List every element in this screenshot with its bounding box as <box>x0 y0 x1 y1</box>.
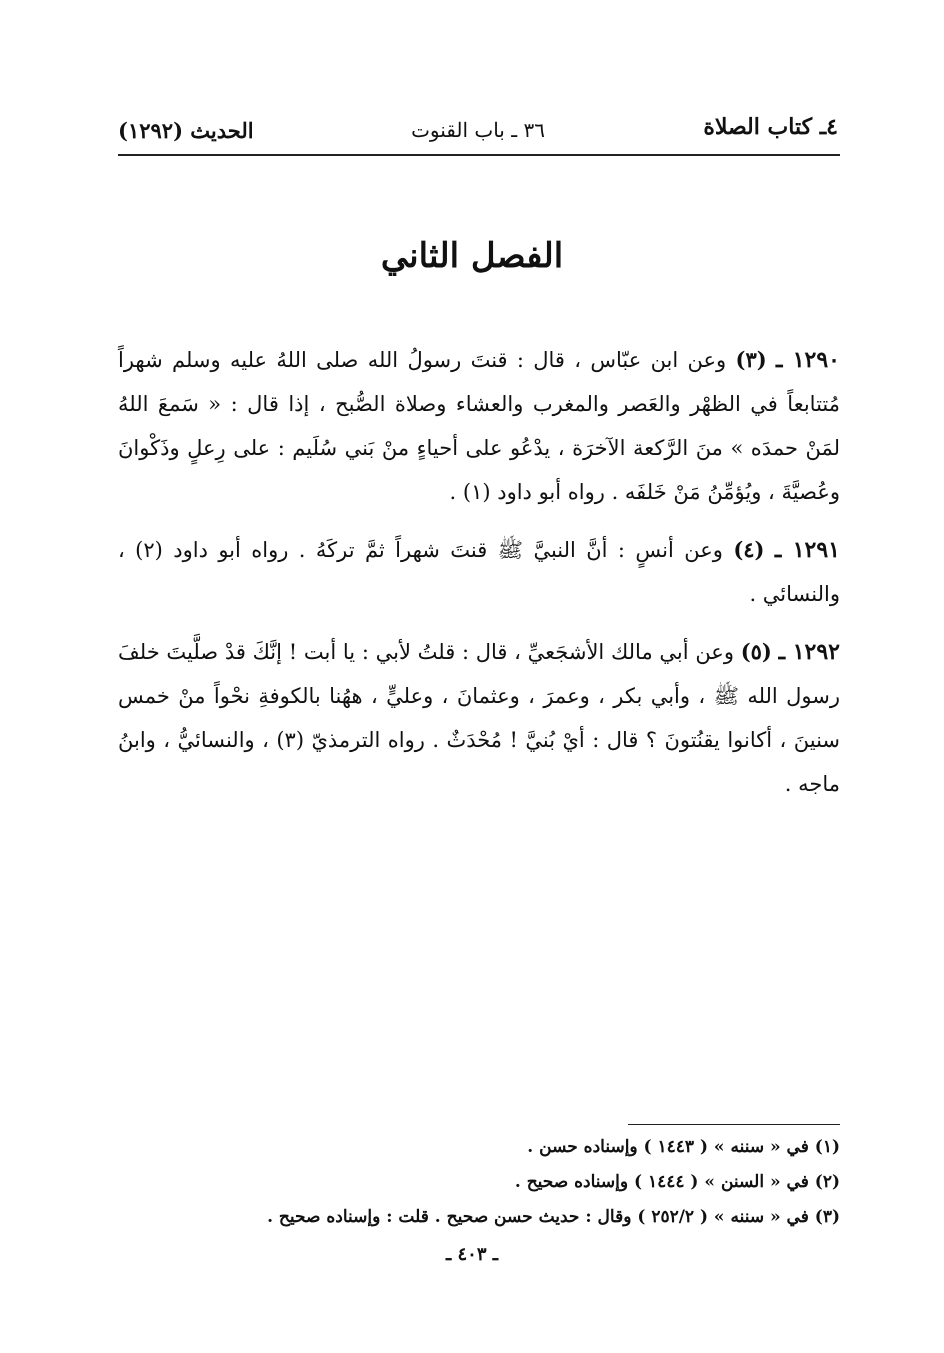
footnote-3: (٣) في « سننه » ( ٢٥٢/٢ ) وقال : حديث حسن صحيح . قلت : وإسناده صحيح . <box>267 1207 840 1227</box>
header-chapter-title: ٣٦ ـ باب القنوت <box>411 118 545 142</box>
hadith-list <box>118 338 840 820</box>
footnote-divider <box>628 1124 840 1125</box>
hadith-1290 <box>118 338 840 514</box>
header-divider <box>118 154 840 156</box>
hadith-reference: (٤) <box>733 537 765 562</box>
hadith-reference: (٣) <box>735 347 767 372</box>
hadith-reference: (٥) <box>740 639 772 664</box>
footnote-2: (٢) في « السنن » ( ١٤٤٤ ) وإسناده صحيح . <box>514 1172 840 1192</box>
hadith-text: وعن أنسٍ : أنَّ النبيَّ ﷺ قنتَ شهراً ثمَّ تركَهُ . رواه أبو داود (٢) ، والنسائي . <box>118 538 840 606</box>
header-book-title: ٤ـ كتاب الصلاة <box>703 114 838 140</box>
hadith-number: ١٢٩٠ ـ <box>775 347 840 373</box>
section-title: الفصل الثاني <box>380 236 564 276</box>
hadith-text: وعن ابن عبّاس ، قال : قنتَ رسولُ الله صلى اللهُ عليه وسلم شهراً مُتتابعاً في الظهْر والعَصر والمغرب والعشاء وصلاة الصُّبح ، إذا قال : « سَمعَ اللهُ لمَنْ حمدَه » منَ الرَّكعة الآخرَة ، يدْعُو على أحياءٍ منْ بَني سُلَيم : على رِعلٍ وذَكْوانَ وعُصيَّةَ ، ويُؤمِّنُ مَنْ خَلفَه . رواه أبو داود (١) . <box>118 348 840 504</box>
hadith-1291 <box>118 528 840 616</box>
hadith-number: ١٢٩١ ـ <box>774 537 840 563</box>
hadith-text: وعن أبي مالك الأشجَعيِّ ، قال : قلتُ لأبي : يا أبت ! إنَّكَ قدْ صلَّيتَ خلفَ رسول الله ﷺ ، وأبي بكر ، وعمرَ ، وعثمانَ ، وعليٍّ ، ههُنا بالكوفةِ نحْواً منْ خمس سنينَ ، أكانوا يقنُتونَ ؟ قال : أيْ بُنيَّ ! مُحْدَثٌ . رواه الترمذيّ (٣) ، والنسائيُّ ، وابنُ ماجه . <box>118 640 840 796</box>
footnotes <box>118 1130 840 1235</box>
hadith-number: ١٢٩٢ ـ <box>778 639 840 665</box>
page-number: ـ ٤٠٣ ـ <box>445 1244 499 1265</box>
footnote-1: (١) في « سننه » ( ١٤٤٣ ) وإسناده حسن . <box>527 1137 840 1157</box>
running-header <box>118 108 838 152</box>
hadith-1292 <box>118 630 840 806</box>
header-hadith-range: الحديث (١٢٩٢) <box>118 118 254 143</box>
